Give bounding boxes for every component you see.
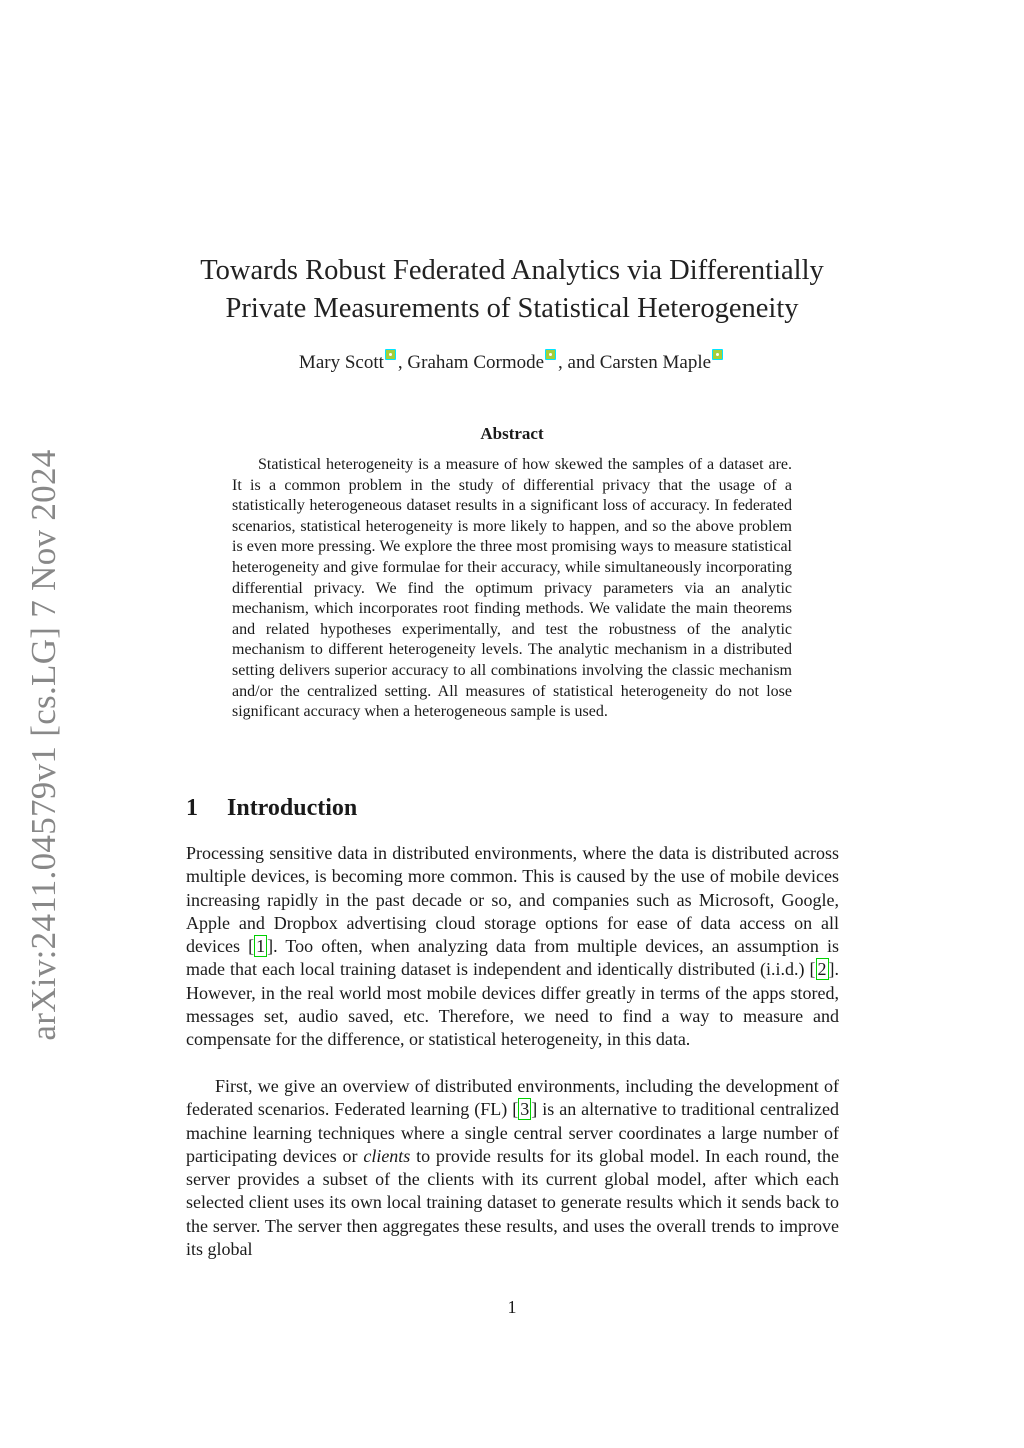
orcid-icon[interactable] xyxy=(385,349,396,360)
title-line-1: Towards Robust Federated Analytics via Differentially xyxy=(200,255,824,286)
title-line-2: Private Measurements of Statistical Heterogeneity xyxy=(225,293,799,324)
orcid-icon[interactable] xyxy=(545,349,556,360)
section-title: Introduction xyxy=(227,795,358,821)
arxiv-stamp xyxy=(16,449,72,1041)
abstract-text: Statistical heterogeneity is a measure of how skewed the samples of a dataset are. It is a common problem in the study of differential privacy that the usage of a statistically heterogeneous dataset results in a significant loss of accuracy. In federated scenarios, statistical heterogeneity is more likely to happen, and so the above problem is even more pressing. We explore the three most promising ways to measure statistical heterogeneity and give formulae for their accuracy, while simultaneously incorporating differential privacy. We find the optimum privacy parameters via an analytic mechanism, which incorporates root finding methods. We validate the main theorems and related hypotheses experimentally, and test the robustness of the analytic mechanism to different heterogeneity levels. The analytic mechanism in a distributed setting delivers superior accuracy to all combinations involving the classic mechanism and/or the centralized setting. All measures of statistical heterogeneity do not lose significant accuracy when a heterogeneous sample is used. xyxy=(232,456,792,721)
body-paragraph: First, we give an overview of distributed environments, including the development of federated scenarios. Federated learning (FL) [ 3 ] is an alternative to traditional centralized machine learning techniques where a single central server coordinates a large number of participating devices or clients to provide results for its global model. In each round, the server provides a subset of the clients with its current global model, after which each selected client uses its own local training dataset to generate results which it sends back to the server. The server then aggregates these results, and uses the overall trends to improve its global xyxy=(186,1076,839,1260)
emphasis-text: clients xyxy=(363,1145,411,1166)
paragraph-text: Processing sensitive data in distributed environments, where the data is distributed across multiple devices, is becoming more common. This is caused by the use of mobile devices increasing rapidly in the past decade or so, and companies such as Microsoft, Google, Apple and Dropbox advertising cloud storage options for ease of data access on all devices xyxy=(186,843,839,957)
citation-link[interactable]: 3 xyxy=(520,1099,530,1120)
orcid-icon[interactable] xyxy=(712,349,723,360)
paper-title xyxy=(150,252,874,328)
author-name: Mary Scott xyxy=(298,352,384,373)
author-separator: , and xyxy=(558,352,600,373)
paragraph-text: . However, in the real world most mobile devices differ greatly in terms of the apps stored, messages set, audio saved, etc. Therefore, we need to find a way to measure and compensate for the difference, or statistical heterogeneity, in this data. xyxy=(186,959,839,1050)
paragraph-text: . Too often, when analyzing data from multiple devices, an assumption is made that each local training dataset is independent and identically distributed (i.i.d.) xyxy=(186,936,839,980)
paragraph-text: is an alternative to traditional centralized machine learning techniques where a single central server coordinates a large number of participating devices or xyxy=(186,1099,839,1166)
citation-link[interactable]: 1 xyxy=(256,936,266,957)
author-name: Graham Cormode xyxy=(407,352,545,373)
section-number: 1 xyxy=(186,795,198,821)
abstract-heading: Abstract xyxy=(480,424,544,443)
body-paragraph: Processing sensitive data in distributed environments, where the data is distributed across multiple devices, is becoming more common. This is caused by the use of mobile devices increasing rapidly in the past decade or so, and companies such as Microsoft, Google, Apple and Dropbox advertising cloud storage options for ease of data access on all devices [ 1 ]. Too often, when analyzing data from multiple devices, an assumption is made that each local training dataset is independent and identically distributed (i.i.d.) [ 2 ]. However, in the real world most mobile devices differ greatly in terms of the apps stored, messages set, audio saved, etc. Therefore, we need to find a way to measure and compensate for the difference, or statistical heterogeneity, in this data. xyxy=(186,843,839,1050)
page-number: 1 xyxy=(507,1297,517,1317)
author-separator: , xyxy=(397,352,408,373)
citation-link[interactable]: 2 xyxy=(817,959,827,980)
paragraph-text: First, we give an overview of distributed environments, including the development of federated scenarios. Federated learning (FL) xyxy=(186,1076,839,1120)
arxiv-stamp-text: arXiv:2411.04579v1 [cs.LG] 7 Nov 2024 xyxy=(24,449,63,1041)
author-list xyxy=(150,349,874,374)
paragraph-text: to provide results for its global model. In each round, the server provides a subset of the clients with its current global model, after which each selected client uses its own local training dataset to generate results which it sends back to the server. The server then aggregates these results, and uses the overall trends to improve its global xyxy=(186,1145,839,1260)
author-name: Carsten Maple xyxy=(599,352,712,373)
section-heading xyxy=(186,795,357,822)
